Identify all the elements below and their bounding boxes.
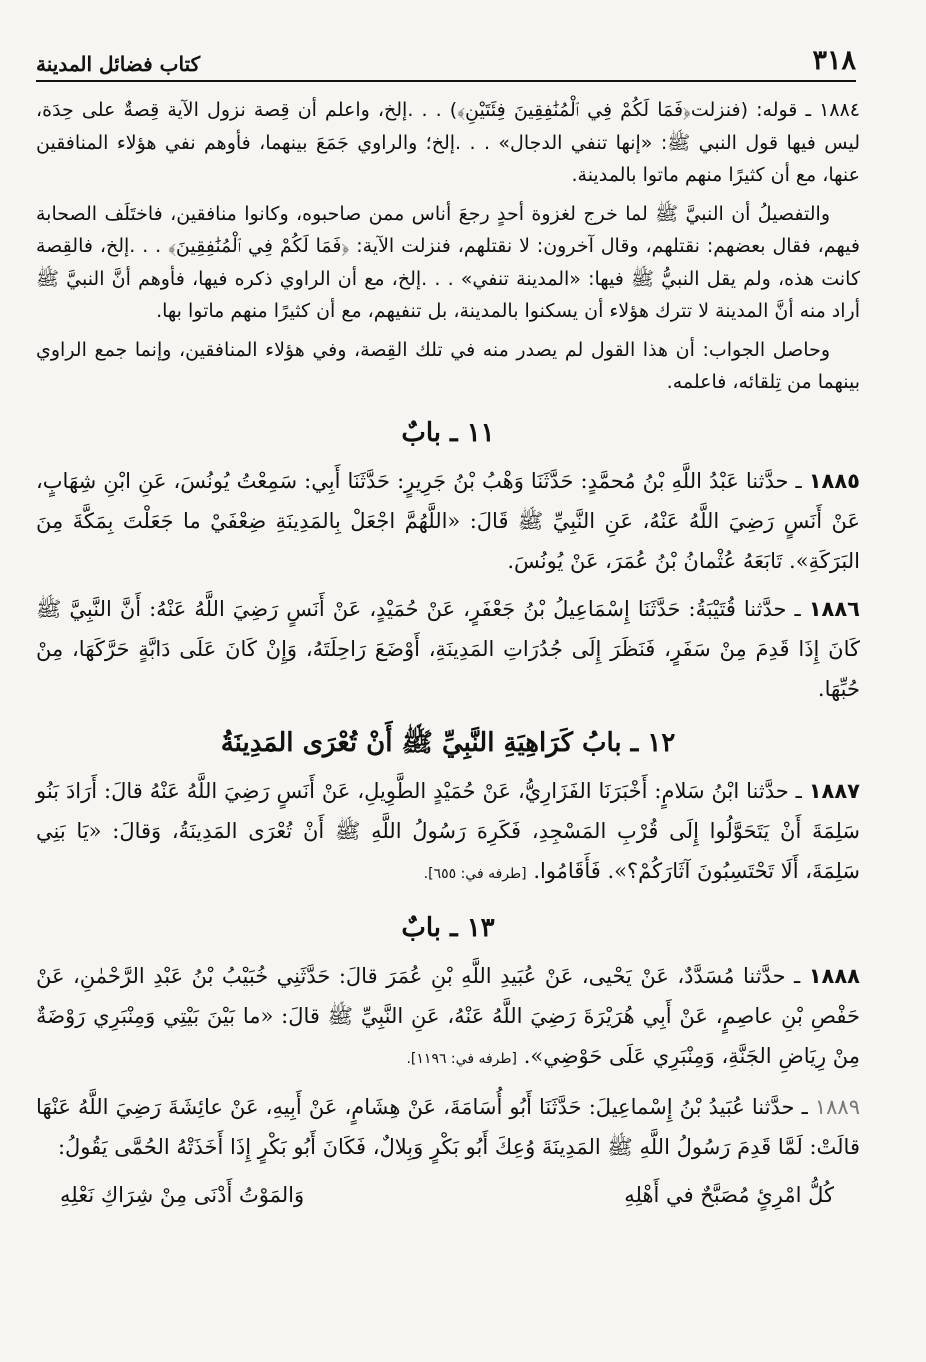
hadith-number: ١٨٨٨ [808, 963, 860, 988]
hadith-body: ـ حدَّثنا ابْنُ سَلامٍ: أَخْبَرَنَا الفَزَارِيُّ، عَنْ حُمَيْدٍ الطَّوِيلِ، عَنْ أَنَسٍ رَضِيَ اللَّهُ عَنْهُ قالَ: أَرَادَ بَنُو سَلِمَةَ أَنْ يَتَحَوَّلُوا إِلَى قُرْبِ المَسْجِدِ، فَكَرِهَ رَسُولُ اللَّهِ ﷺ أَنْ تُعْرَى المَدِينَةُ، وَقالَ: «يَا بَنِي سَلِمَةَ، أَلَا تَحْتَسِبُونَ آثَارَكُمْ؟». فَأَقَامُوا. [36, 778, 860, 883]
section-heading: ١٢ ـ بابُ كَرَاهِيَةِ النَّبِيِّ ﷺ أَنْ تُعْرَى المَدِينَةُ [220, 727, 676, 758]
hadith-body: ـ حدَّثنا عَبْدُ اللَّهِ بْنُ مُحمَّدٍ: حَدَّثَنَا وَهْبُ بْنُ جَرِيرٍ: حَدَّثَنَا أَبِي: سَمِعْتُ يُونُسَ، عَنِ ابْنِ شِهَابٍ، عَنْ أَنَسٍ رَضِيَ اللَّهُ عَنْهُ، عَنِ النَّبِيِّ ﷺ قَالَ: «اللَّهُمَّ اجْعَلْ بِالمَدِينَةِ ضِعْفَيْ ما جَعَلْتَ بِمَكَّةَ مِنَ البَرَكَةِ». تَابَعَهُ عُثْمانُ بْنُ عُمَرَ، عَنْ يُونُسَ. [36, 468, 860, 573]
hadith-number: ١٨٨٥ [808, 468, 860, 493]
hadith-body: ـ حدَّثنا عُبَيدُ بْنُ إِسْماعِيلَ: حَدَّثَنَا أَبُو أُسَامَةَ، عَنْ هِشَامٍ، عَنْ أَبِيهِ، عَنْ عائِشَةَ رَضِيَ اللَّهُ عَنْهَا قالَتْ: لَمَّا قَدِمَ رَسُولُ اللَّهِ ﷺ المَدِينَةَ وُعِكَ أَبُو بَكْرٍ وَبِلالٌ، فَكَانَ أَبُو بَكْرٍ إِذَا أَخَذَتْهُ الحُمَّى يَقُولُ: [36, 1094, 860, 1159]
page-header [36, 40, 856, 82]
cross-reference: [طرفه في: ٦٥٥]. [423, 865, 527, 882]
poetry-verse [60, 1177, 834, 1213]
verse-first-hemistich: كُلُّ امْرِئٍ مُصَبَّحٌ في أَهْلِهِ [624, 1182, 834, 1207]
commentary-paragraph: وحاصل الجواب: أن هذا القول لم يصدر منه في تلك القِصة، وفي هؤلاء المنافقين، وإنما جمع الراوي بينهما من تِلقائه، فاعلمه. [36, 338, 860, 393]
hadith-number: ١٨٨٧ [808, 778, 860, 803]
cross-reference: [طرفه في: ١١٩٦]. [406, 1050, 517, 1067]
section-heading: ١١ ـ بابٌ [401, 417, 495, 448]
verse-second-hemistich: وَالمَوْتُ أَدْنَى مِنْ شِرَاكِ نَعْلِهِ [60, 1182, 305, 1207]
hadith-text [36, 589, 860, 709]
hadith-text [36, 956, 860, 1079]
hadith-text [36, 771, 860, 894]
page-content [36, 94, 860, 1213]
page-number: ٣١٨ [812, 45, 856, 76]
hadith-number: ١٨٨٦ [808, 596, 860, 621]
hadith-text [36, 461, 860, 581]
commentary-paragraph: والتفصيلُ أن النبيَّ ﷺ لما خرج لغزوة أحدٍ رجعَ أناس ممن صاحبوه، وكانوا منافقين، فاختَلَف الصحابة فيهم، فقال بعضهم: نقتلهم، وقال آخرون: لا نقتلهم، فنزلت الآية: ﴿فَمَا لَكُمْ فِي ٱلْمُنَٰفِقِينَ﴾ . . .إلخ، فالقِصة كانت هذه، ولم يقل النبيُّ ﷺ فيها: «المدينة تنفي» . . .إلخ، مع أن الراوي ذكره فيها، فأوهم أنَّ النبيَّ ﷺ أراد منه أنَّ المدينة لا تترك هؤلاء أن يسكنوا بالمدينة، بل تنفيهم، مع أن كثيرًا منهم ماتوا بها. [36, 202, 860, 322]
hadith-body: ـ حدَّثنا قُتَيْبَةُ: حَدَّثَنَا إِسْمَاعِيلُ بْنُ جَعْفَرٍ، عَنْ حُمَيْدٍ، عَنْ أَنَسٍ رَضِيَ اللَّهُ عَنْهُ: أَنَّ النَّبِيَّ ﷺ كَانَ إِذَا قَدِمَ مِنْ سَفَرٍ، فَنَظَرَ إِلَى جُدُرَاتِ المَدِينَةِ، أَوْضَعَ رَاحِلَتَهُ، وَإِنْ كَانَ عَلَى دَابَّةٍ حَرَّكَهَا، مِنْ حُبِّهَا. [36, 596, 860, 701]
hadith-number: ١٨٨٩ [814, 1094, 860, 1119]
book-title: كتاب فضائل المدينة [36, 52, 201, 76]
hadith-text [36, 1087, 860, 1167]
hadith-body: ـ حدَّثنا مُسَدَّدٌ، عَنْ يَحْيى، عَنْ عُبَيدِ اللَّهِ بْنِ عُمَرَ قالَ: حَدَّثَنِي خُبَيْبُ بْنُ عَبْدِ الرَّحْمٰنِ، عَنْ حَفْصِ بْنِ عاصِمٍ، عَنْ أَبِي هُرَيْرَةَ رَضِيَ اللَّهُ عَنْهُ، عَنِ النَّبِيِّ ﷺ قالَ: «ما بَيْنَ بَيْتِي وَمِنْبَرِي رَوْضَةٌ مِنْ رِيَاضِ الجَنَّةِ، وَمِنْبَرِي عَلَى حَوْضِي». [36, 963, 860, 1068]
commentary-paragraph: ١٨٨٤ ـ قوله: (فنزلت﴿فَمَا لَكُمْ فِي ٱلْمُنَٰفِقِينَ فِئَتَيْنِ﴾) . . .إلخ، واعلم أن قِصة نزول الآية قِصةٌ على حِدَة، ليس فيها قول النبي ﷺ: «إنها تنفي الدجال» . . .إلخ؛ والراوي جَمَعَ بينهما، فأوهم نفي هؤلاء المنافقين عنها، مع أن كثيرًا منهم ماتوا بالمدينة. [36, 99, 860, 186]
section-heading: ١٣ ـ بابٌ [401, 912, 495, 943]
